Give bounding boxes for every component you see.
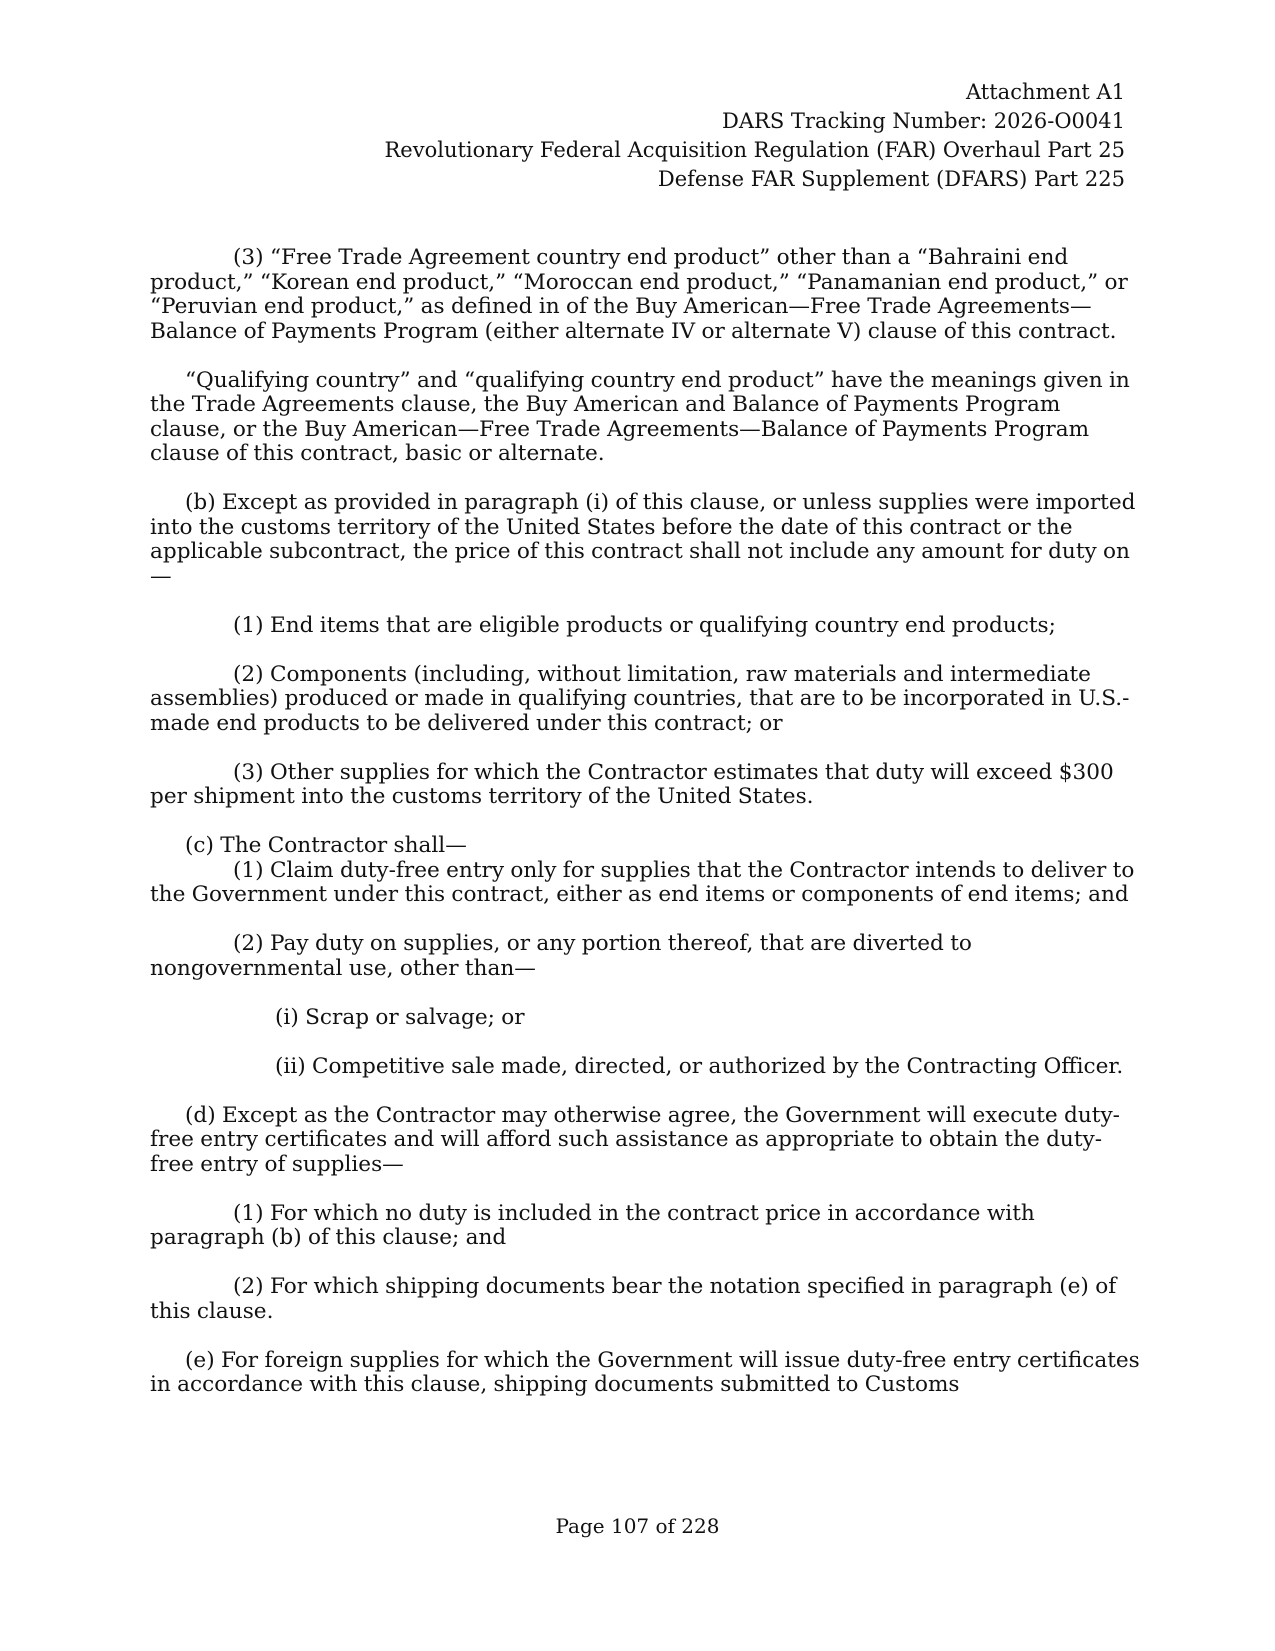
- page-header: [385, 78, 1126, 194]
- paragraph-c: (c) The Contractor shall—: [185, 833, 467, 858]
- paragraph-c2: (2) Pay duty on supplies, or any portion thereof, that are diverted to nongovernmental use, other than—: [150, 931, 972, 981]
- paragraph-d: (d) Except as the Contractor may otherwise agree, the Government will execute duty-free entry certificates and will afford such assistance as appropriate to obtain the duty-free entry of supplies—: [150, 1102, 1120, 1177]
- paragraph-b2: (2) Components (including, without limitation, raw materials and intermediate assemblies) produced or made in qualifying countries, that are to be incorporated in U.S.- made end products to be delivered under this contract; or: [150, 661, 1130, 736]
- header-attachment: Attachment A1: [966, 80, 1125, 104]
- paragraph-c2-ii: (ii) Competitive sale made, directed, or authorized by the Contracting Officer.: [275, 1053, 1124, 1079]
- header-far-part: Revolutionary Federal Acquisition Regulation (FAR) Overhaul Part 25: [384, 138, 1125, 162]
- paragraph-e: (e) For foreign supplies for which the Government will issue duty-free entry certificates in accordance with this clause, shipping documents submitted to Customs: [150, 1347, 1140, 1397]
- paragraph-b1: (1) End items that are eligible products or qualifying country end products;: [233, 612, 1056, 638]
- page-number: Page 107 of 228: [555, 1514, 720, 1538]
- paragraph-b3: (3) Other supplies for which the Contractor estimates that duty will exceed $300 per shipment into the customs territory of the United States.: [150, 759, 1114, 809]
- paragraph-b: (b) Except as provided in paragraph (i) of this clause, or unless supplies were imported into the customs territory of the United States before the date of this contract or the applicable subcontract, the price of this contract shall not include any amount for duty on—: [150, 490, 1136, 589]
- paragraph-c1: (1) Claim duty-free entry only for supplies that the Contractor intends to deliver to the Government under this contract, either as end items or components of end items; and: [150, 857, 1135, 907]
- header-dfars-part: Defense FAR Supplement (DFARS) Part 225: [657, 167, 1125, 191]
- paragraph-qualifying-country-definition: “Qualifying country” and “qualifying country end product” have the meanings given in the Trade Agreements clause, the Buy American and Balance of Payments Program clause, or the Buy American—Free Trade Agreements—Balance of Payments Program clause of this contract, basic or alternate.: [150, 367, 1130, 466]
- paragraph-a3-fta-end-product: (3) “Free Trade Agreement country end product” other than a “Bahraini end product,” “Korean end product,” “Moroccan end product,” “Panamanian end product,” or “Peruvian end product,” as defined in of the Buy American—Free Trade Agreements—Balance of Payments Program (either alternate IV or alternate V) clause of this contract.: [150, 245, 1128, 344]
- paragraph-c2-i: (i) Scrap or salvage; or: [275, 1004, 525, 1030]
- paragraph-d2: (2) For which shipping documents bear the notation specified in paragraph (e) of this clause.: [150, 1274, 1117, 1324]
- header-tracking-number: DARS Tracking Number: 2026-O0041: [722, 109, 1125, 133]
- paragraph-d1: (1) For which no duty is included in the contract price in accordance with paragraph (b) of this clause; and: [150, 1200, 1035, 1250]
- document-body: [150, 246, 1140, 1398]
